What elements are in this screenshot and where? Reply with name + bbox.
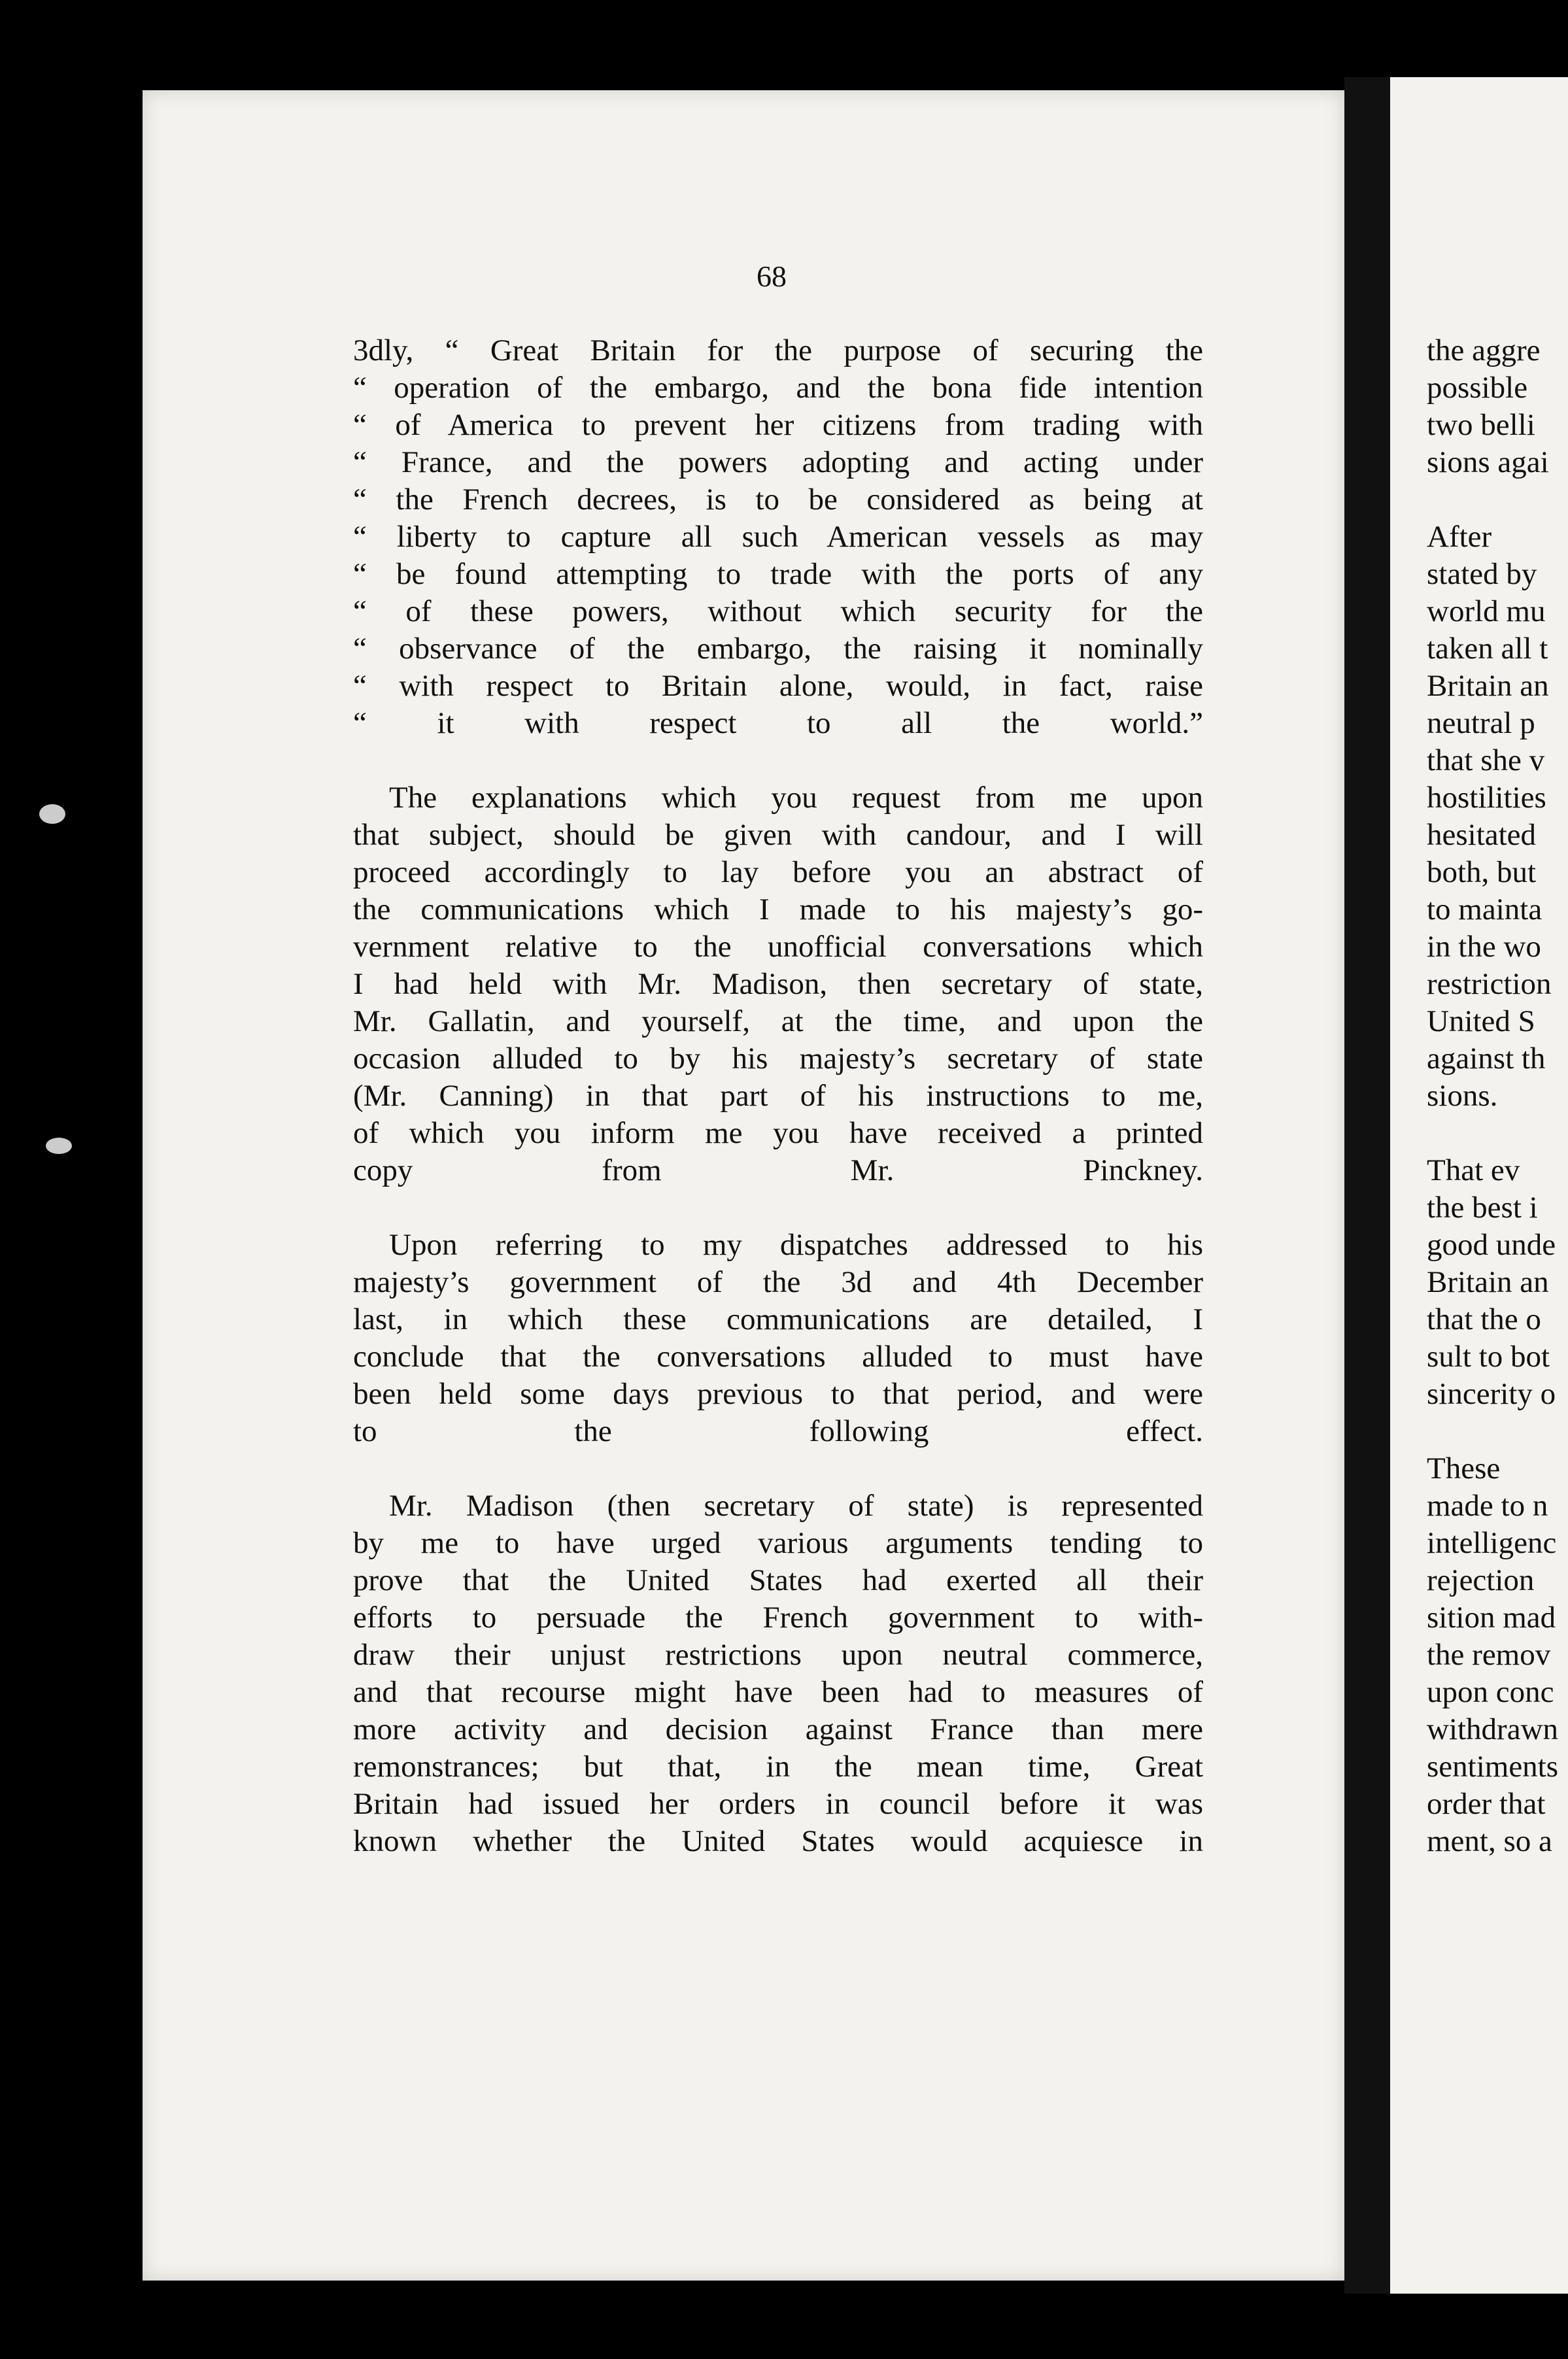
text-line: That ev [1427, 1153, 1520, 1187]
text-line: sions. [1427, 1079, 1498, 1113]
text-line: intelligenc [1427, 1526, 1557, 1560]
text-line: (Mr. Canning) in that part of his instructions to me, [353, 1079, 1203, 1113]
text-line: the aggre [1427, 333, 1541, 367]
text-line: After [1427, 520, 1492, 554]
text-line: the remov [1427, 1638, 1551, 1672]
text-line: Britain an [1427, 1265, 1549, 1299]
body-paragraph [353, 1227, 1203, 1450]
text-line: order that [1427, 1787, 1546, 1821]
text-line: “ of these powers, without which security for the [353, 594, 1203, 628]
body-paragraph [353, 1487, 1203, 1860]
text-line: sition mad [1427, 1601, 1556, 1635]
text-line: to the following effect. [353, 1414, 1203, 1448]
text-line: that the o [1427, 1302, 1541, 1336]
text-line: draw their unjust restrictions upon neutral commerce, [353, 1638, 1203, 1672]
text-line: that she v [1427, 743, 1545, 777]
text-line: proceed accordingly to lay before you an abstract of [353, 855, 1203, 889]
text-line: made to n [1427, 1489, 1548, 1523]
text-line: the communications which I made to his majesty’s go- [353, 892, 1203, 926]
text-line: two belli [1427, 408, 1535, 442]
text-line: “ liberty to capture all such American vessels as may [353, 520, 1203, 554]
text-line: “ observance of the embargo, the raising it nominally [353, 632, 1203, 666]
paragraph-gap [1427, 1115, 1568, 1152]
text-line: sentiments [1427, 1750, 1559, 1784]
text-line: stated by [1427, 557, 1537, 591]
text-line: “ with respect to Britain alone, would, in fact, raise [353, 669, 1203, 703]
text-line: and that recourse might have been had to measures of [353, 1675, 1203, 1709]
text-line: of which you inform me you have received a printed [353, 1116, 1203, 1150]
text-line: that subject, should be given with candour, and I will [353, 818, 1203, 852]
scan-speck [46, 1138, 72, 1154]
paragraph-gap [1427, 481, 1568, 518]
scan-speck [39, 804, 65, 824]
text-line: hostilities [1427, 781, 1546, 815]
text-line: been held some days previous to that period, and were [353, 1377, 1203, 1411]
text-line: hesitated [1427, 818, 1537, 852]
quote-paragraph [353, 332, 1203, 742]
text-line: Britain had issued her orders in council before it was [353, 1787, 1203, 1821]
text-line: ment, so a [1427, 1824, 1552, 1858]
text-line: The explanations which you request from me upon [389, 781, 1203, 815]
text-line: “ the French decrees, is to be considered as being at [353, 483, 1203, 517]
text-line: “ it with respect to all the world.” [353, 706, 1203, 740]
text-line: more activity and decision against France than mere [353, 1712, 1203, 1746]
text-line: restriction [1427, 967, 1552, 1001]
text-line: by me to have urged various arguments tending to [353, 1526, 1203, 1560]
text-line: sult to bot [1427, 1340, 1550, 1374]
text-line: in the wo [1427, 930, 1541, 964]
text-line: rejection [1427, 1563, 1535, 1597]
text-line: prove that the United States had exerted all their [353, 1563, 1203, 1597]
text-line: “ operation of the embargo, and the bona fide intention [353, 371, 1203, 405]
paragraph-gap [1427, 1413, 1568, 1450]
book-gutter [1344, 77, 1390, 2294]
text-line: 3dly, “ Great Britain for the purpose of securing the [353, 333, 1203, 367]
text-line: possible [1427, 371, 1528, 405]
text-line: I had held with Mr. Madison, then secretary of state, [353, 967, 1203, 1001]
text-line: remonstrances; but that, in the mean time, Great [353, 1750, 1203, 1784]
text-line: copy from Mr. Pinckney. [353, 1153, 1203, 1187]
text-line: vernment relative to the unofficial conversations which [353, 930, 1203, 964]
right-page-text [1427, 332, 1568, 1860]
text-line: withdrawn [1427, 1712, 1559, 1746]
text-line: Britain an [1427, 669, 1549, 703]
text-line: Mr. Gallatin, and yourself, at the time, and upon the [353, 1004, 1203, 1038]
text-line: to mainta [1427, 892, 1542, 926]
text-line: “ be found attempting to trade with the ports of any [353, 557, 1203, 591]
text-line: upon conc [1427, 1675, 1554, 1709]
text-line: good unde [1427, 1228, 1556, 1262]
text-line: the best i [1427, 1191, 1538, 1225]
text-line: against th [1427, 1042, 1546, 1076]
text-line: taken all t [1427, 632, 1548, 666]
left-page-text [353, 332, 1203, 1860]
page-number: 68 [757, 260, 787, 293]
text-line: sions agai [1427, 445, 1549, 479]
text-line: last, in which these communications are detailed, I [353, 1302, 1203, 1336]
text-line: world mu [1427, 594, 1546, 628]
text-line: majesty’s government of the 3d and 4th December [353, 1265, 1203, 1299]
text-line: conclude that the conversations alluded to must have [353, 1340, 1203, 1374]
text-line: known whether the United States would acquiesce in [353, 1824, 1203, 1858]
text-line: “ of America to prevent her citizens from trading with [353, 408, 1203, 442]
text-line: sincerity o [1427, 1377, 1556, 1411]
text-line: both, but [1427, 855, 1537, 889]
text-line: United S [1427, 1004, 1535, 1038]
text-line: Upon referring to my dispatches addressed to his [389, 1228, 1203, 1262]
text-line: efforts to persuade the French government to with- [353, 1601, 1203, 1635]
text-line: These [1427, 1451, 1501, 1485]
text-line: neutral p [1427, 706, 1535, 740]
text-line: occasion alluded to by his majesty’s secretary of state [353, 1042, 1203, 1076]
text-line: Mr. Madison (then secretary of state) is represented [389, 1489, 1203, 1523]
body-paragraph [353, 779, 1203, 1189]
text-line: “ France, and the powers adopting and acting under [353, 445, 1203, 479]
